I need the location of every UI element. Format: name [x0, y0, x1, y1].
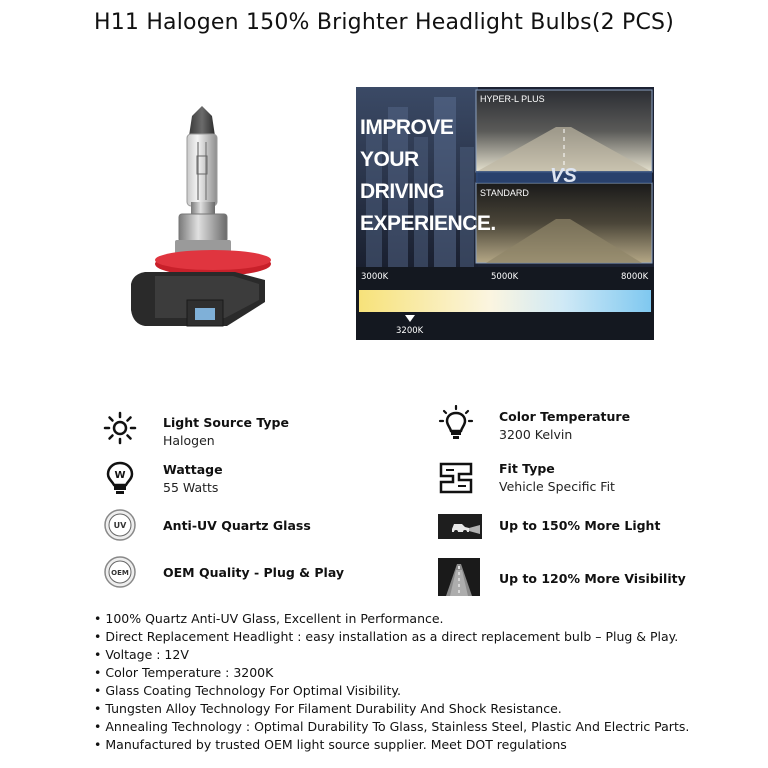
feature-item: • Tungsten Alloy Technology For Filament Durability And Shock Resistance. — [94, 700, 734, 718]
feature-item: • Annealing Technology : Optimal Durability To Glass, Stainless Steel, Plastic And Electric Parts. — [94, 718, 734, 736]
spec-title-more-visibility: Up to 120% More Visibility — [499, 571, 686, 586]
vs-label: VS — [550, 165, 577, 187]
hyper-label: HYPER-L PLUS — [480, 94, 545, 104]
banner-headline-line-3: DRIVING — [360, 180, 445, 203]
feature-item: • Color Temperature : 3200K — [94, 664, 734, 682]
svg-text:OEM: OEM — [111, 569, 129, 577]
svg-text:W: W — [114, 470, 126, 481]
spec-title-color-temp: Color Temperature — [499, 409, 631, 424]
feature-item: • Voltage : 12V — [94, 646, 734, 664]
spec-value-wattage: 55 Watts — [163, 480, 219, 495]
feature-item: • Manufactured by trusted OEM light source supplier. Meet DOT regulations — [94, 736, 734, 754]
spec-title-wattage: Wattage — [163, 462, 223, 477]
spec-title-anti-uv: Anti-UV Quartz Glass — [163, 518, 311, 533]
oem-badge-icon — [102, 554, 138, 590]
banner-headline-line-1: IMPROVE — [360, 116, 454, 139]
svg-text:UV: UV — [113, 521, 127, 530]
spec-title-more-light: Up to 150% More Light — [499, 518, 661, 533]
scale-tick-8000k: 8000K — [621, 272, 649, 282]
spec-title-fit-type: Fit Type — [499, 461, 555, 476]
spec-value-color-temp: 3200 Kelvin — [499, 427, 573, 442]
uv-glass-icon — [102, 507, 138, 543]
wattage-bulb-icon — [102, 460, 138, 496]
feature-item: • Glass Coating Technology For Optimal Visibility. — [94, 682, 734, 700]
sun-icon — [102, 410, 138, 446]
spec-title-oem-quality: OEM Quality - Plug & Play — [163, 565, 345, 580]
road-visibility-icon — [438, 558, 480, 596]
banner-headline-line-4: EXPERIENCE. — [360, 212, 496, 235]
fit-type-icon — [438, 460, 474, 496]
spec-title-light-source: Light Source Type — [163, 415, 289, 430]
spec-value-fit-type: Vehicle Specific Fit — [499, 479, 615, 494]
scale-marker-label: 3200K — [396, 326, 424, 336]
spec-value-light-source: Halogen — [163, 433, 215, 448]
h11-bulb-image — [115, 104, 280, 336]
thermometer-bulb-icon — [438, 405, 474, 441]
scale-tick-5000k: 5000K — [491, 272, 519, 282]
car-light-icon — [438, 514, 482, 539]
feature-item: • 100% Quartz Anti-UV Glass, Excellent in Performance. — [94, 610, 734, 628]
scale-tick-3000k: 3000K — [361, 272, 389, 282]
feature-list — [94, 610, 734, 754]
feature-item: • Direct Replacement Headlight : easy installation as a direct replacement bulb – Plug & Play. — [94, 628, 734, 646]
page-title: H11 Halogen 150% Brighter Headlight Bulbs(2 PCS) — [93, 10, 674, 35]
standard-label: STANDARD — [480, 188, 529, 198]
banner-headline-line-2: YOUR — [360, 148, 419, 171]
